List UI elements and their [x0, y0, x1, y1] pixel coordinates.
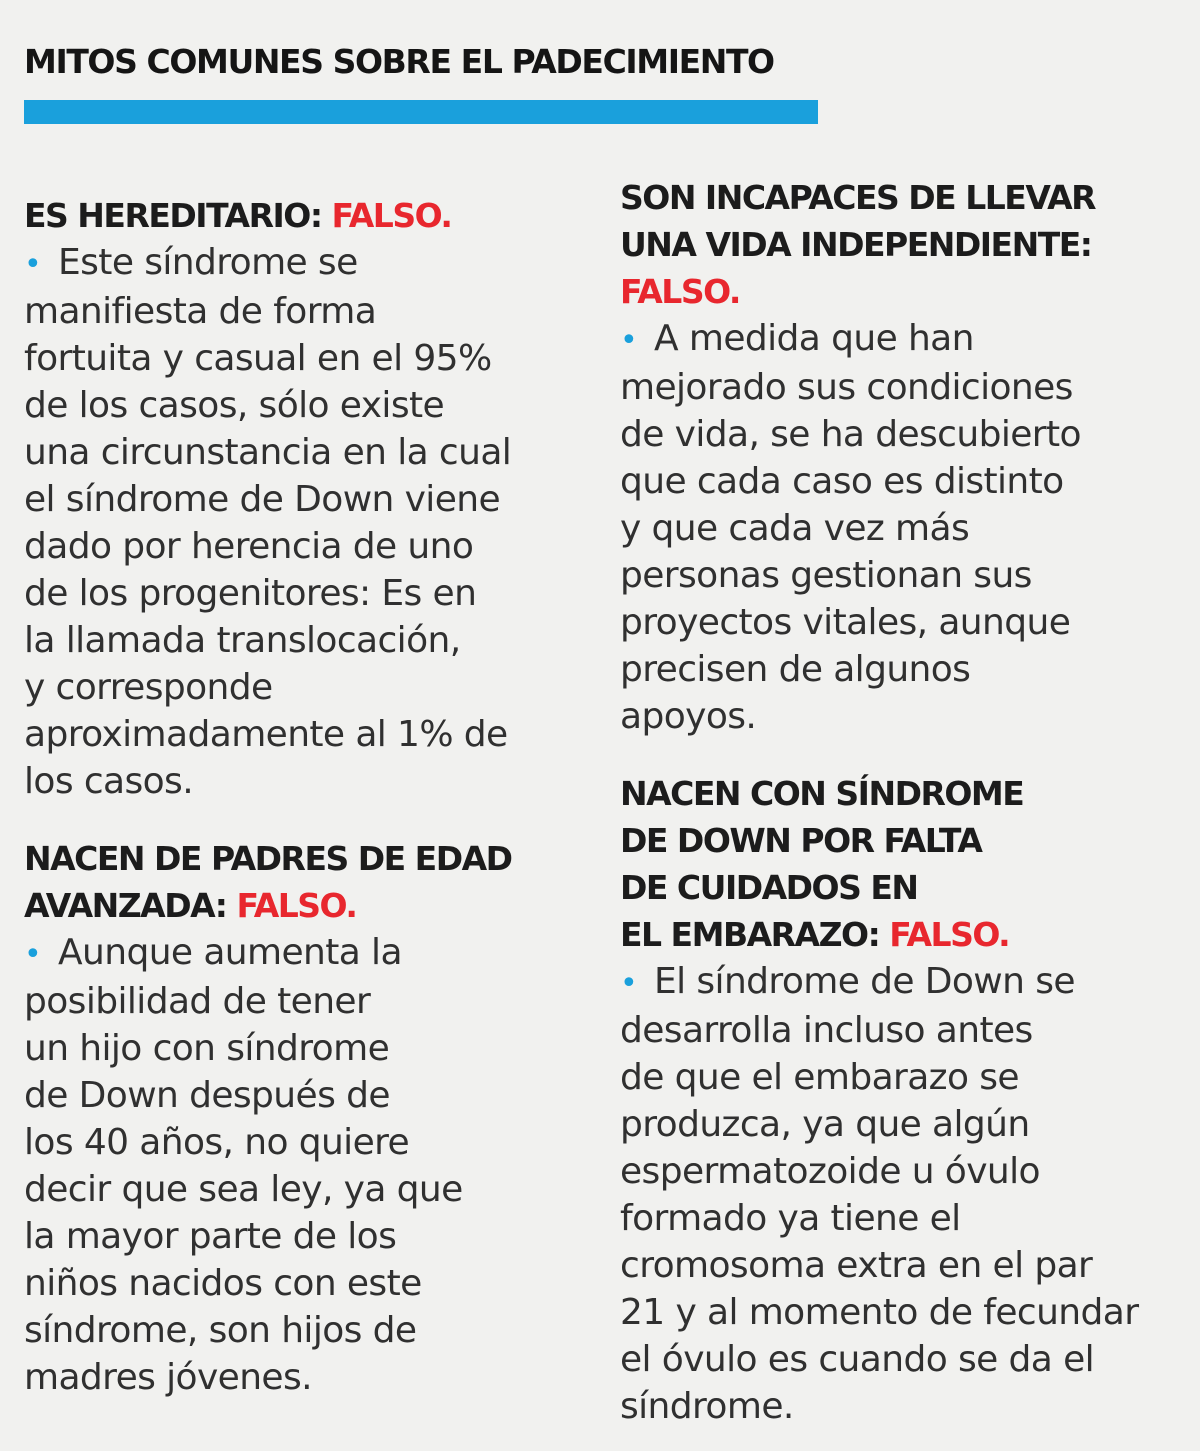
body-line: el síndrome de Down viene	[24, 479, 501, 520]
body-line: síndrome, son hijos de	[24, 1310, 417, 1351]
body-line: niños nacidos con este	[24, 1263, 422, 1304]
body-line: 21 y al momento de fecundar	[620, 1292, 1139, 1333]
body-line: manifiesta de forma	[24, 291, 377, 332]
body-line: decir que sea ley, ya que	[24, 1169, 463, 1210]
bullet-icon: •	[24, 247, 42, 282]
myth-body	[24, 929, 584, 1401]
verdict-label: FALSO.	[889, 915, 1010, 954]
body-line: de Down después de	[24, 1075, 390, 1116]
myth-vida-independiente	[620, 174, 1180, 740]
myth-body	[620, 958, 1180, 1430]
title-accent-bar	[24, 100, 818, 124]
verdict-label: FALSO.	[620, 272, 740, 311]
myth-body	[24, 239, 584, 805]
body-line: fortuita y casual en el 95%	[24, 338, 492, 379]
myth-heading	[620, 770, 1180, 958]
body-line: proyectos vitales, aunque	[620, 602, 1071, 643]
body-line: posibilidad de tener	[24, 981, 371, 1022]
myth-heading-text: DE CUIDADOS EN	[620, 868, 918, 907]
bullet-icon: •	[620, 966, 638, 1001]
myth-hereditario	[24, 192, 584, 805]
myth-heading-text: EL EMBARAZO:	[620, 915, 890, 954]
myth-cuidados-embarazo	[620, 770, 1180, 1430]
myth-heading-text: ES HEREDITARIO:	[24, 196, 332, 235]
myth-heading-text: UNA VIDA INDEPENDIENTE:	[620, 225, 1092, 264]
body-line: síndrome.	[620, 1386, 794, 1427]
body-line: desarrolla incluso antes	[620, 1010, 1033, 1051]
body-line: A medida que han	[654, 318, 974, 359]
myth-edad-avanzada	[24, 835, 584, 1401]
body-line: y corresponde	[24, 667, 273, 708]
body-line: mejorado sus condiciones	[620, 367, 1073, 408]
body-line: la llamada translocación,	[24, 620, 461, 661]
myth-heading-text: NACEN DE PADRES DE EDAD	[24, 839, 512, 878]
page-title: MITOS COMUNES SOBRE EL PADECIMIENTO	[24, 42, 774, 81]
body-line: precisen de algunos	[620, 649, 971, 690]
myth-heading	[24, 835, 584, 929]
myth-heading	[24, 192, 584, 239]
myth-heading-text: DE DOWN POR FALTA	[620, 821, 982, 860]
bullet-icon: •	[24, 937, 42, 972]
body-line: el óvulo es cuando se da el	[620, 1339, 1095, 1380]
body-line: formado ya tiene el	[620, 1198, 961, 1239]
myth-heading	[620, 174, 1180, 315]
body-line: produzca, ya que algún	[620, 1104, 1030, 1145]
left-column	[24, 192, 584, 1401]
body-line: una circunstancia en la cual	[24, 432, 512, 473]
body-line: madres jóvenes.	[24, 1357, 312, 1398]
verdict-label: FALSO.	[236, 886, 357, 925]
body-line: de los casos, sólo existe	[24, 385, 445, 426]
body-line: de los progenitores: Es en	[24, 573, 477, 614]
body-line: de que el embarazo se	[620, 1057, 1019, 1098]
myth-heading-text: NACEN CON SÍNDROME	[620, 774, 1024, 813]
myth-body	[620, 315, 1180, 740]
body-line: y que cada vez más	[620, 508, 970, 549]
body-line: espermatozoide u óvulo	[620, 1151, 1040, 1192]
body-line: los casos.	[24, 761, 194, 802]
bullet-icon: •	[620, 323, 638, 358]
body-line: cromosoma extra en el par	[620, 1245, 1093, 1286]
body-line: un hijo con síndrome	[24, 1028, 390, 1069]
body-line: los 40 años, no quiere	[24, 1122, 410, 1163]
body-line: que cada caso es distinto	[620, 461, 1064, 502]
body-line: Este síndrome se	[58, 242, 358, 283]
myth-heading-text: SON INCAPACES DE LLEVAR	[620, 178, 1096, 217]
myth-heading-text: AVANZADA:	[24, 886, 237, 925]
body-line: El síndrome de Down se	[654, 961, 1075, 1002]
verdict-label: FALSO.	[331, 196, 452, 235]
body-line: dado por herencia de uno	[24, 526, 474, 567]
right-column	[620, 174, 1180, 1430]
body-line: la mayor parte de los	[24, 1216, 397, 1257]
body-line: de vida, se ha descubierto	[620, 414, 1081, 455]
body-line: Aunque aumenta la	[58, 932, 402, 973]
body-line: apoyos.	[620, 696, 757, 737]
body-line: personas gestionan sus	[620, 555, 1032, 596]
body-line: aproximadamente al 1% de	[24, 714, 508, 755]
